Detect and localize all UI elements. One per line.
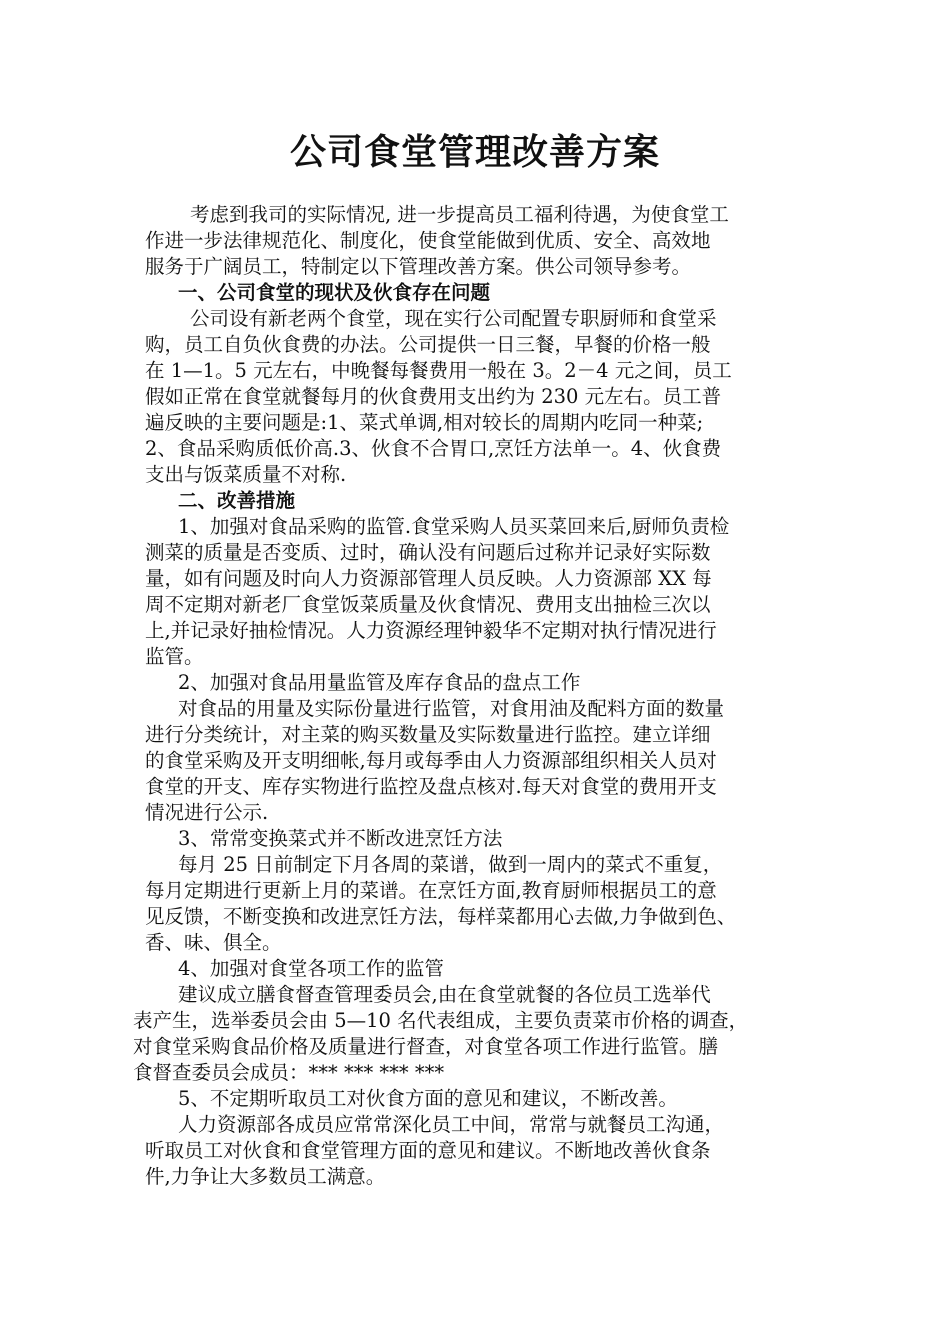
text-line: 2、食品采购质低价高.3、伙食不合胃口,烹饪方法单一。4、伙食费 (145, 437, 722, 460)
subheading: 5、不定期听取员工对伙食方面的意见和建议，不断改善。 (178, 1087, 678, 1110)
text-line: 量，如有问题及时向人力资源部管理人员反映。人力资源部 XX 每 (145, 567, 712, 590)
text-line: 周不定期对新老厂食堂饭菜质量及伙食情况、费用支出抽检三次以 (145, 593, 711, 616)
text-line: 作进一步法律规范化、制度化，使食堂能做到优质、安全、高效地 (145, 229, 711, 252)
text-line: 服务于广阔员工，特制定以下管理改善方案。供公司领导参考。 (145, 255, 692, 278)
text-line: 情况进行公示. (145, 801, 269, 824)
text-line: 支出与饭菜质量不对称. (145, 463, 347, 486)
text-line: 人力资源部各成员应常常深化员工中间，常常与就餐员工沟通， (178, 1113, 725, 1136)
text-line: 食堂的开支、库存实物进行监控及盘点核对.每天对食堂的费用开支 (145, 775, 717, 798)
text-line: 件,力争让大多数员工满意。 (145, 1165, 386, 1188)
text-line: 公司设有新老两个食堂，现在实行公司配置专职厨师和食堂采 (190, 307, 717, 330)
text-line: 监管。 (145, 645, 204, 668)
text-line: 的食堂采购及开支明细帐,每月或每季由人力资源部组织相关人员对 (145, 749, 717, 772)
text-line: 香、味、俱全。 (145, 931, 282, 954)
text-line: 每月定期进行更新上月的菜谱。在烹饪方面,教育厨师根据员工的意 (145, 879, 717, 902)
section-heading: 二、改善措施 (178, 489, 296, 512)
text-line: 对食堂采购食品价格及质量进行督查，对食堂各项工作进行监管。膳 (133, 1035, 719, 1058)
text-line: 考虑到我司的实际情况, 进一步提高员工福利待遇，为使食堂工 (190, 203, 729, 226)
text-line: 对食品的用量及实际份量进行监管，对食用油及配料方面的数量 (178, 697, 725, 720)
text-line: 听取员工对伙食和食堂管理方面的意见和建议。不断地改善伙食条 (145, 1139, 711, 1162)
text-line: 建议成立膳食督查管理委员会,由在食堂就餐的各位员工选举代 (178, 983, 711, 1006)
document-title: 公司食堂管理改善方案 (289, 131, 660, 173)
text-line: 购，员工自负伙食费的办法。公司提供一日三餐，早餐的价格一般 (145, 333, 711, 356)
subheading: 2、加强对食品用量监管及库存食品的盘点工作 (178, 671, 581, 694)
text-line: 1、加强对食品采购的监管.食堂采购人员买菜回来后,厨师负责检 (178, 515, 730, 538)
text-line: 进行分类统计，对主菜的购买数量及实际数量进行监控。建立详细 (145, 723, 711, 746)
text-line: 假如正常在食堂就餐每月的伙食费用支出约为 230 元左右。员工普 (145, 385, 722, 408)
text-line: 遍反映的主要问题是:1、菜式单调,相对较长的周期内吃同一种菜; (145, 411, 704, 434)
subheading: 4、加强对食堂各项工作的监管 (178, 957, 444, 980)
text-line: 每月 25 日前制定下月各周的菜谱，做到一周内的菜式不重复， (178, 853, 723, 876)
section-heading: 一、公司食堂的现状及伙食存在问题 (178, 281, 491, 304)
text-line: 见反馈，不断变换和改进烹饪方法，每样菜都用心去做,力争做到色、 (145, 905, 737, 928)
text-line: 上,并记录好抽检情况。人力资源经理钟毅华不定期对执行情况进行 (145, 619, 717, 642)
text-line: 测菜的质量是否变质、过时，确认没有问题后过称并记录好实际数 (145, 541, 711, 564)
text-line: 表产生，选举委员会由 5—10 名代表组成，主要负责菜市价格的调查， (133, 1009, 749, 1032)
text-line: 在 1—1。5 元左右，中晚餐每餐费用一般在 3。2－4 元之间，员工 (145, 359, 732, 382)
text-line: 食督查委员会成员：*** *** *** *** (133, 1061, 445, 1084)
subheading: 3、常常变换菜式并不断改进烹饪方法 (178, 827, 503, 850)
